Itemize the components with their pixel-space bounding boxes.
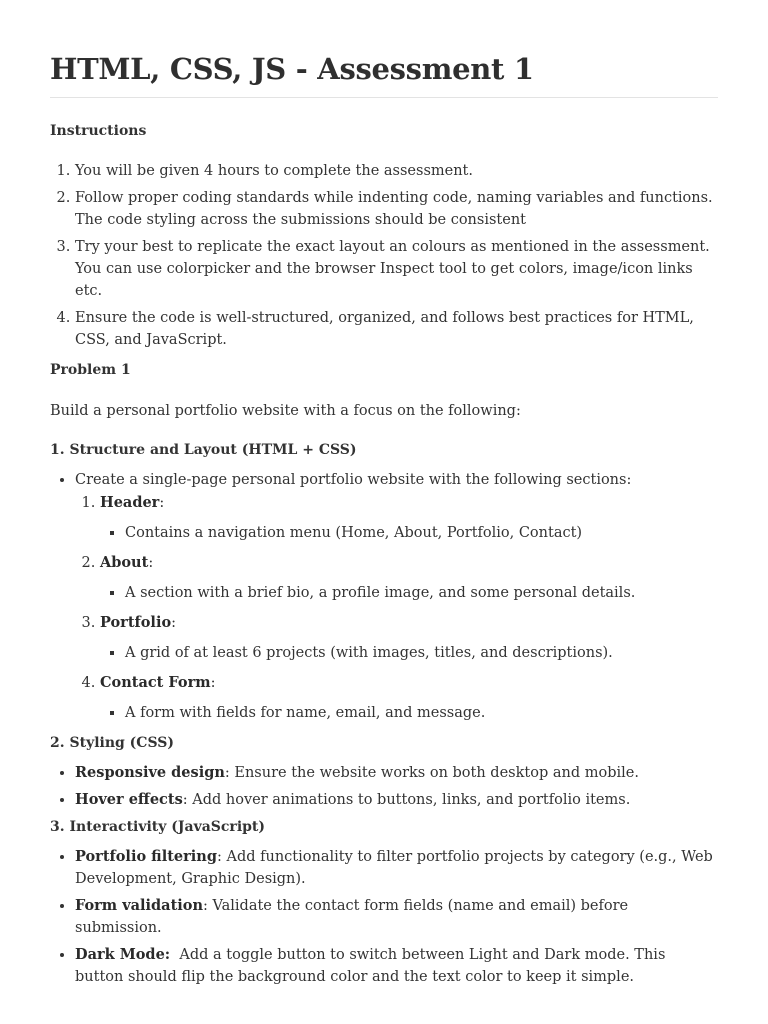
section-heading-styling: 2. Styling (CSS): [50, 735, 174, 751]
list-item: [75, 469, 718, 724]
section-item-contact-form: 4. Contact Form: ▪ A form with fields for name, email, and message.: [100, 672, 718, 724]
section-item-about: 2. About: ▪ A section with a brief bio, a profile image, and some personal details.: [100, 552, 718, 604]
section-detail-list: [100, 522, 718, 544]
instructions-list: [50, 160, 718, 351]
instruction-item: 1. You will be given 4 hours to complete the assessment.: [75, 160, 718, 182]
list-item: • Responsive design: Ensure the website works on both desktop and mobile.: [75, 762, 718, 784]
item-label: Dark Mode:: [75, 946, 171, 963]
structure-bullet-text: Create a single-page personal portfolio website with the following sections:: [75, 472, 632, 488]
page-title: HTML, CSS, JS - Assessment 1: [50, 52, 534, 86]
section-detail: ▪ Contains a navigation menu (Home, About, Portfolio, Contact): [125, 522, 718, 544]
section-heading-structure: 1. Structure and Layout (HTML + CSS): [50, 442, 357, 458]
item-label: Responsive design: [75, 764, 225, 781]
instruction-item: 3. Try your best to replicate the exact layout an colours as mentioned in the assessment. You can use colorpicker and the browser Inspect tool to get colors, image/icon links etc.: [75, 236, 718, 302]
section-label: Portfolio: [100, 614, 172, 631]
title-divider: [50, 97, 718, 98]
section-label: Contact Form: [100, 674, 211, 691]
instruction-item: 4. Ensure the code is well-structured, organized, and follows best practices for HTML, CSS, and JavaScript.: [75, 307, 718, 351]
section-detail-list: [100, 642, 718, 664]
styling-list: [50, 762, 718, 811]
item-label: Hover effects: [75, 791, 183, 808]
structure-list: [50, 469, 718, 724]
section-heading-interactivity: 3. Interactivity (JavaScript): [50, 819, 266, 835]
instructions-heading: Instructions: [50, 123, 147, 139]
section-detail: ▪ A grid of at least 6 projects (with images, titles, and descriptions).: [125, 642, 718, 664]
list-item: • Dark Mode: Add a toggle button to switch between Light and Dark mode. This button should flip the background color and the text color to keep it simple.: [75, 944, 718, 988]
list-item: • Portfolio filtering: Add functionality to filter portfolio projects by category (e.g., Web Development, Graphic Design).: [75, 846, 718, 890]
section-detail-list: [100, 702, 718, 724]
sections-list: [75, 492, 718, 724]
section-item-portfolio: 3. Portfolio: ▪ A grid of at least 6 projects (with images, titles, and descriptions).: [100, 612, 718, 664]
instruction-item: 2. Follow proper coding standards while indenting code, naming variables and functions. The code styling across the submissions should be consistent: [75, 187, 718, 231]
list-item: • Hover effects: Add hover animations to buttons, links, and portfolio items.: [75, 789, 718, 811]
section-detail: ▪ A form with fields for name, email, and message.: [125, 702, 718, 724]
interactivity-list: [50, 846, 718, 988]
section-detail-list: [100, 582, 718, 604]
list-item: • Form validation: Validate the contact form fields (name and email) before submission.: [75, 895, 718, 939]
section-detail: ▪ A section with a brief bio, a profile image, and some personal details.: [125, 582, 718, 604]
problem-heading: Problem 1: [50, 362, 131, 378]
section-item-header: 1. Header: ▪ Contains a navigation menu (Home, About, Portfolio, Contact): [100, 492, 718, 544]
problem-intro: Build a personal portfolio website with a focus on the following:: [50, 403, 521, 419]
section-label: About: [100, 554, 149, 571]
item-label: Portfolio filtering: [75, 848, 217, 865]
item-label: Form validation: [75, 897, 203, 914]
section-label: Header: [100, 494, 160, 511]
